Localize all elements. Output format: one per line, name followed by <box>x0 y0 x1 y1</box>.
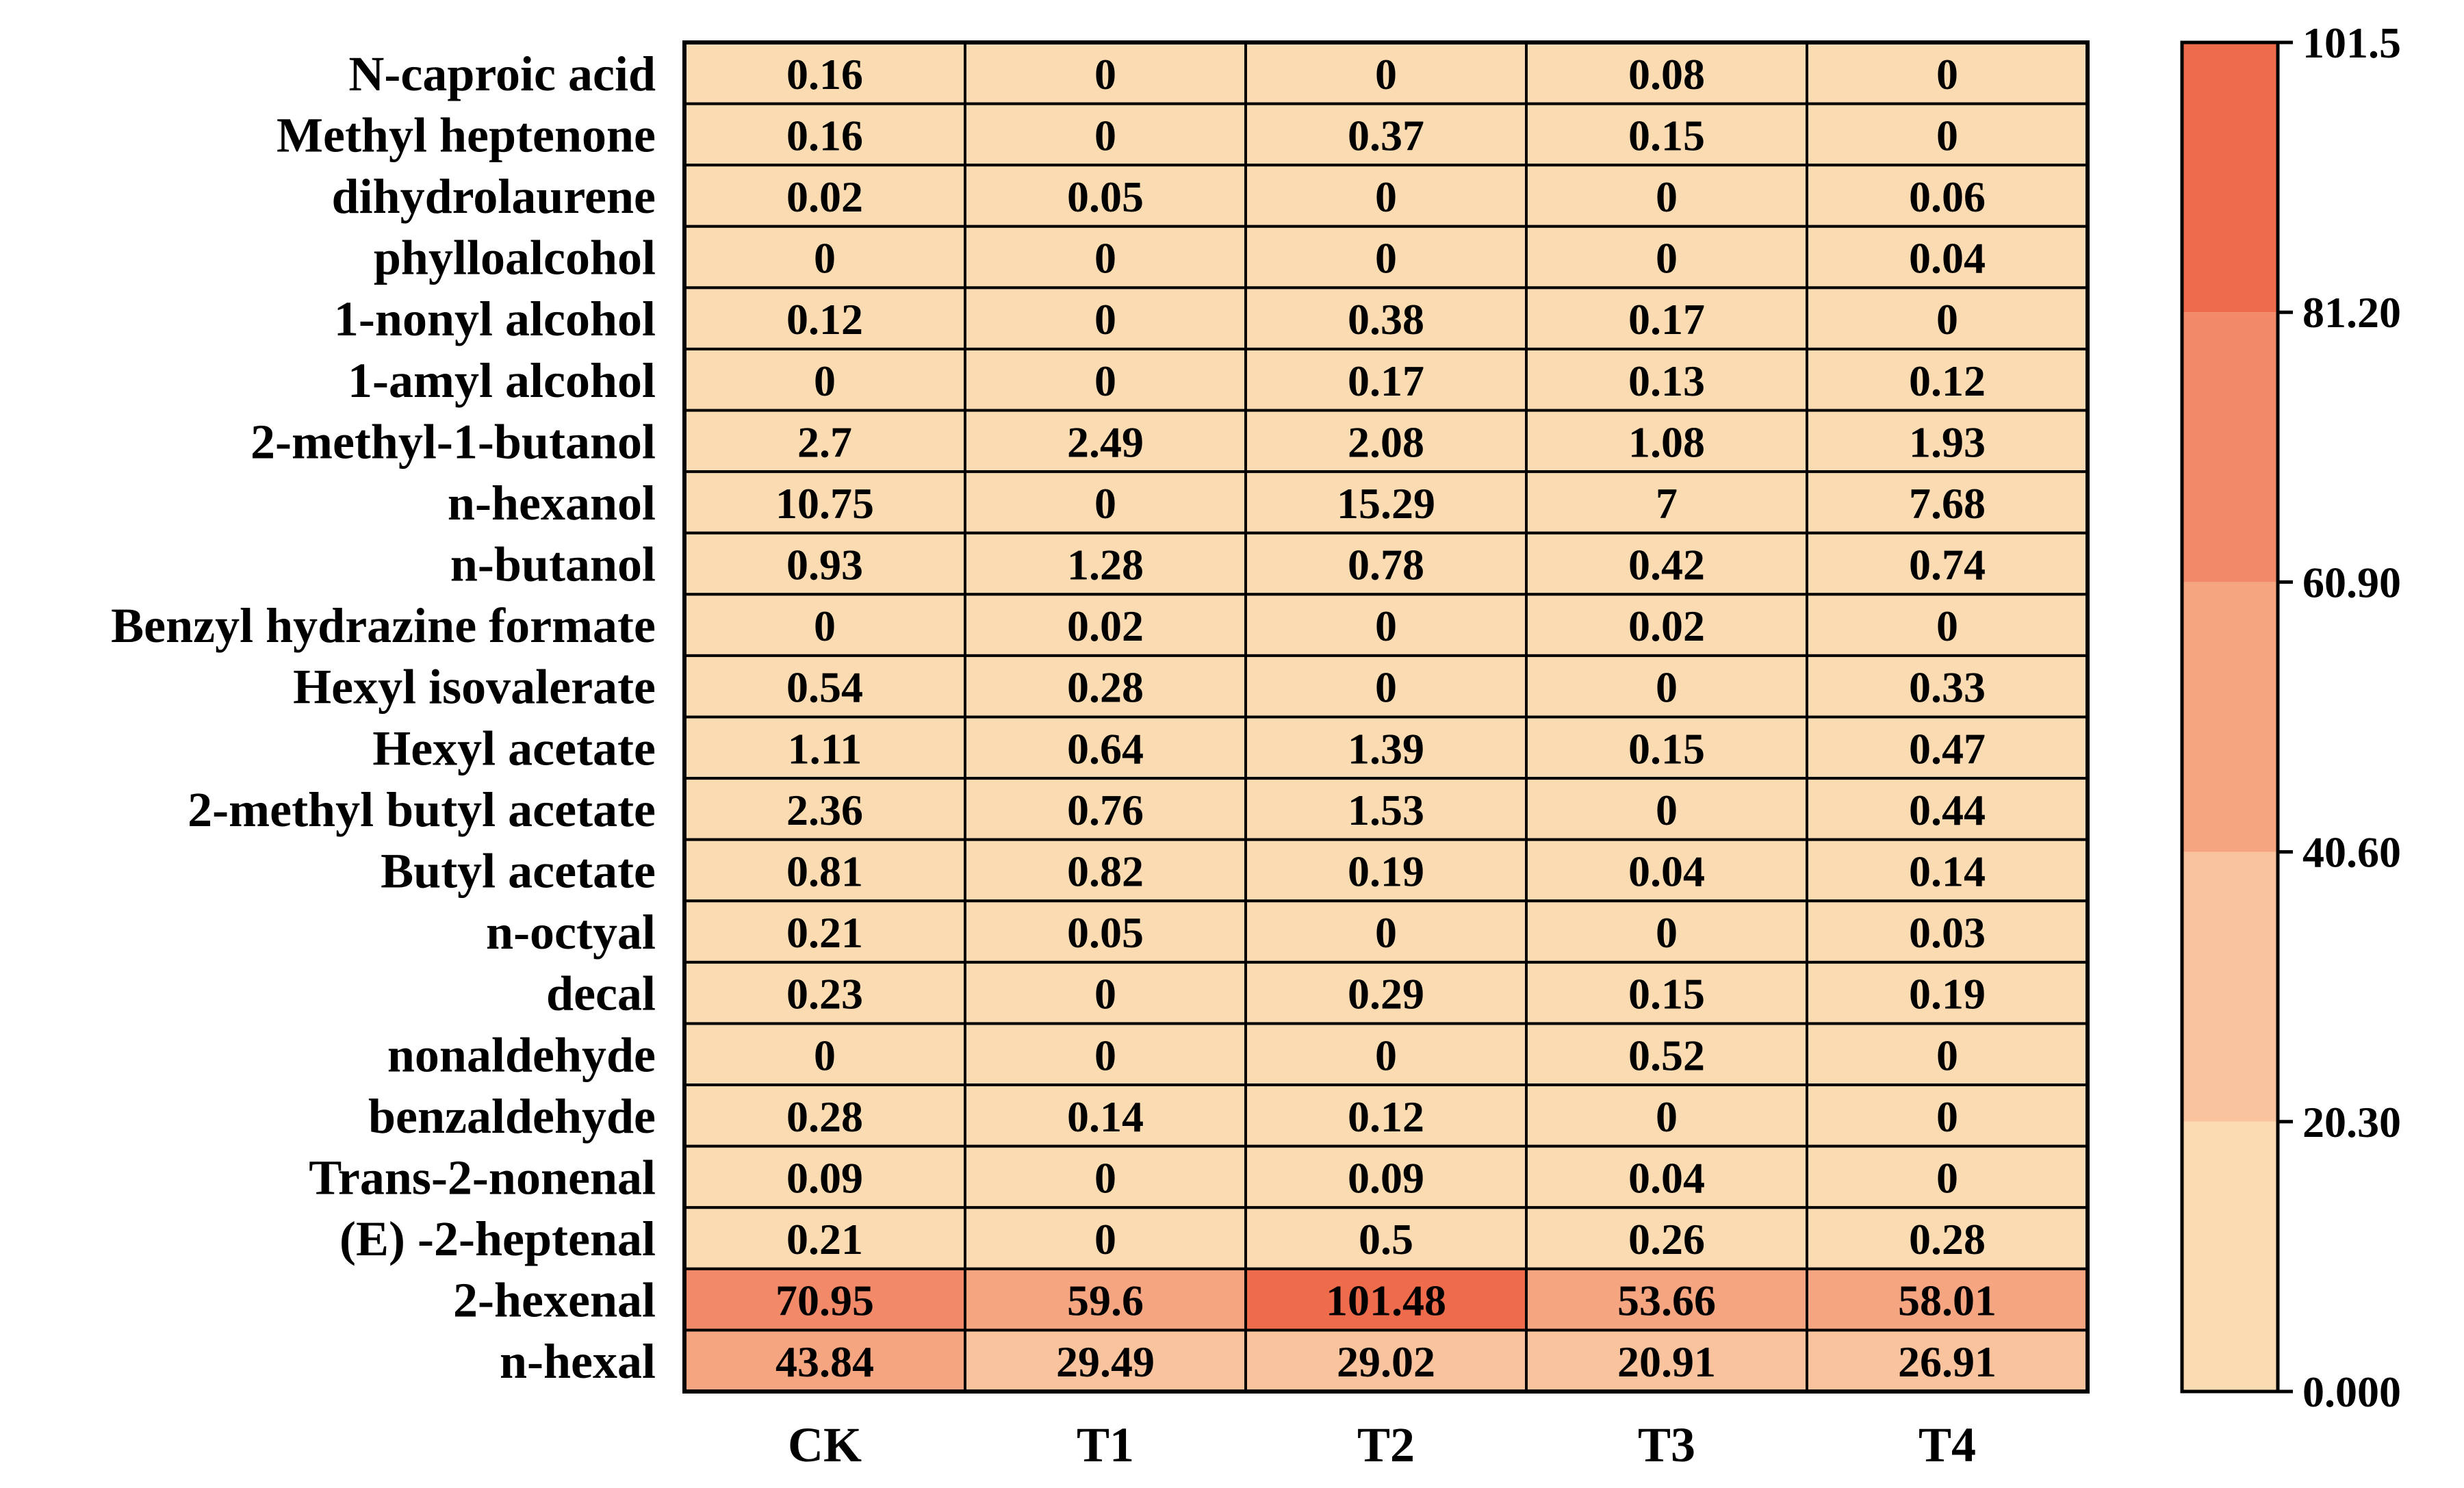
row-label: (E) -2-heptenal <box>339 1211 656 1267</box>
cell-value-label: 0.02 <box>786 172 863 221</box>
cell-value-label: 0.02 <box>1067 602 1144 651</box>
row-label: n-hexanol <box>447 475 656 530</box>
cell-value-label: 20.91 <box>1617 1337 1716 1387</box>
cell-value-label: 0 <box>1936 602 1958 651</box>
cell-value-label: 2.49 <box>1067 418 1144 467</box>
cell-value-label: 0 <box>1656 172 1678 221</box>
cell-value-label: 0.15 <box>1628 111 1705 160</box>
cell-value-label: 0.15 <box>1628 724 1705 773</box>
cell-value-label: 1.39 <box>1348 724 1424 773</box>
cell-value-label: 15.29 <box>1337 478 1435 528</box>
column-label: T2 <box>1357 1418 1415 1472</box>
row-label: n-octyal <box>486 905 656 960</box>
cell-value-label: 29.49 <box>1056 1337 1155 1387</box>
cell-value-label: 0 <box>1656 1092 1678 1141</box>
cell-value-label: 0.06 <box>1909 172 1986 221</box>
row-label: 2-methyl-1-butanol <box>251 414 656 470</box>
cell-value-label: 0 <box>1094 49 1116 99</box>
cell-value-label: 10.75 <box>775 478 874 528</box>
row-label: Hexyl isovalerate <box>293 659 656 715</box>
cell-value-label: 0.09 <box>1348 1153 1424 1203</box>
column-label: T3 <box>1637 1418 1696 1472</box>
legend-color-bin <box>2182 852 2278 1122</box>
cell-value-label: 0 <box>1656 233 1678 283</box>
legend-tick-label: 81.20 <box>2302 288 2401 337</box>
row-label: Trans-2-nonenal <box>309 1150 656 1205</box>
cell-value-label: 0.16 <box>786 111 863 160</box>
cell-value-label: 0.12 <box>1348 1092 1424 1141</box>
row-label: Methyl heptenone <box>277 107 656 163</box>
cell-value-label: 0 <box>814 356 836 405</box>
cell-value-label: 0 <box>1375 233 1397 283</box>
row-label: Butyl acetate <box>381 843 656 899</box>
row-label: decal <box>546 966 656 1021</box>
legend-color-bin <box>2182 1122 2278 1391</box>
cell-value-label: 0.52 <box>1628 1031 1705 1080</box>
cell-value-label: 0.05 <box>1067 172 1144 221</box>
row-label: benzaldehyde <box>368 1088 656 1144</box>
cell-value-label: 0 <box>1656 663 1678 712</box>
cell-value-label: 0 <box>1936 1031 1958 1080</box>
cell-value-label: 7.68 <box>1909 478 1986 528</box>
cell-value-label: 0.23 <box>786 969 863 1018</box>
cell-value-label: 2.08 <box>1348 418 1424 467</box>
cell-value-label: 0.26 <box>1628 1215 1705 1264</box>
cell-value-label: 1.28 <box>1067 540 1144 589</box>
column-label: T1 <box>1076 1418 1135 1472</box>
cell-value-label: 0.05 <box>1067 908 1144 958</box>
cell-value-label: 0.12 <box>786 295 863 344</box>
cell-value-label: 0 <box>1936 295 1958 344</box>
legend-tick-label: 40.60 <box>2302 828 2401 877</box>
cell-value-label: 0.17 <box>1348 356 1424 405</box>
row-label: 1-amyl alcohol <box>348 352 656 408</box>
column-labels <box>788 1418 1976 1472</box>
row-label: 2-methyl butyl acetate <box>188 782 656 837</box>
cell-value-label: 0 <box>1936 1092 1958 1141</box>
cell-value-label: 0 <box>1936 111 1958 160</box>
cell-value-label: 0 <box>1375 908 1397 958</box>
cell-value-label: 0 <box>1094 111 1116 160</box>
cell-value-label: 0 <box>1094 478 1116 528</box>
row-label: Benzyl hydrazine formate <box>111 598 656 654</box>
cell-value-label: 0 <box>1375 49 1397 99</box>
cell-value-label: 0.81 <box>786 847 863 896</box>
cell-value-label: 0.29 <box>1348 969 1424 1018</box>
cell-value-label: 0.19 <box>1909 969 1986 1018</box>
cell-value-label: 0.15 <box>1628 969 1705 1018</box>
cell-value-label: 0 <box>814 233 836 283</box>
cell-value-label: 0 <box>1375 663 1397 712</box>
cell-value-label: 0.04 <box>1628 1153 1705 1203</box>
cell-value-label: 1.53 <box>1348 785 1424 834</box>
legend-tick-label: 20.30 <box>2302 1097 2401 1146</box>
row-label: n-hexal <box>499 1334 656 1389</box>
cell-value-label: 0.04 <box>1909 233 1986 283</box>
cell-value-label: 0 <box>1375 602 1397 651</box>
cell-value-label: 0 <box>1656 785 1678 834</box>
cell-value-label: 0 <box>1375 1031 1397 1080</box>
legend-color-bin <box>2182 42 2278 312</box>
legend-tick-label: 60.90 <box>2302 558 2401 607</box>
cell-value-label: 0.02 <box>1628 602 1705 651</box>
cell-value-label: 0 <box>1936 49 1958 99</box>
cell-value-label: 0 <box>1375 172 1397 221</box>
cell-value-label: 0 <box>814 602 836 651</box>
cell-value-label: 70.95 <box>775 1276 874 1325</box>
heatmap-cells <box>684 42 2088 1391</box>
cell-value-label: 0.14 <box>1909 847 1986 896</box>
cell-value-label: 0.42 <box>1628 540 1705 589</box>
cell-value-label: 0.28 <box>1909 1215 1986 1264</box>
color-legend <box>2182 18 2401 1416</box>
cell-value-label: 0.08 <box>1628 49 1705 99</box>
cell-value-label: 0.33 <box>1909 663 1986 712</box>
cell-value-label: 0.47 <box>1909 724 1986 773</box>
cell-value-label: 0.21 <box>786 1215 863 1264</box>
row-label: Hexyl acetate <box>372 721 656 776</box>
cell-value-label: 0 <box>1094 1153 1116 1203</box>
cell-value-label: 0.04 <box>1628 847 1705 896</box>
cell-value-label: 0.74 <box>1909 540 1986 589</box>
cell-value-label: 1.08 <box>1628 418 1705 467</box>
cell-value-label: 0.64 <box>1067 724 1144 773</box>
cell-value-label: 0.12 <box>1909 356 1986 405</box>
cell-value-label: 0.38 <box>1348 295 1424 344</box>
cell-value-label: 0 <box>1094 1031 1116 1080</box>
cell-value-label: 0.28 <box>1067 663 1144 712</box>
cell-value-label: 0 <box>1936 1153 1958 1203</box>
cell-value-label: 0.19 <box>1348 847 1424 896</box>
row-label: 2-hexenal <box>453 1272 656 1328</box>
cell-value-label: 101.48 <box>1326 1276 1446 1325</box>
cell-value-label: 0.93 <box>786 540 863 589</box>
cell-value-label: 0 <box>1094 295 1116 344</box>
cell-value-label: 0.09 <box>786 1153 863 1203</box>
cell-value-label: 0.76 <box>1067 785 1144 834</box>
cell-value-label: 0.78 <box>1348 540 1424 589</box>
cell-value-label: 58.01 <box>1898 1276 1997 1325</box>
cell-value-label: 2.36 <box>786 785 863 834</box>
row-label: 1-nonyl alcohol <box>333 292 656 347</box>
cell-value-label: 0.37 <box>1348 111 1424 160</box>
cell-value-label: 0.03 <box>1909 908 1986 958</box>
legend-tick-label: 101.5 <box>2302 18 2401 67</box>
cell-value-label: 0.28 <box>786 1092 863 1141</box>
row-label: N-caproic acid <box>348 46 656 101</box>
cell-value-label: 0 <box>1094 356 1116 405</box>
cell-value-label: 0.54 <box>786 663 863 712</box>
cell-value-label: 0.16 <box>786 49 863 99</box>
cell-value-label: 53.66 <box>1617 1276 1716 1325</box>
cell-value-label: 0.17 <box>1628 295 1705 344</box>
cell-value-label: 29.02 <box>1337 1337 1435 1387</box>
row-label: nonaldehyde <box>387 1027 656 1083</box>
row-label: dihydrolaurene <box>331 168 656 224</box>
cell-value-label: 0.21 <box>786 908 863 958</box>
legend-color-bin <box>2182 582 2278 851</box>
cell-value-label: 1.93 <box>1909 418 1986 467</box>
cell-value-label: 43.84 <box>775 1337 874 1387</box>
column-label: CK <box>788 1418 862 1472</box>
cell-value-label: 0.14 <box>1067 1092 1144 1141</box>
cell-value-label: 0.44 <box>1909 785 1986 834</box>
row-labels <box>111 47 656 1389</box>
cell-value-label: 7 <box>1656 478 1678 528</box>
cell-value-label: 26.91 <box>1898 1337 1997 1387</box>
cell-value-label: 0 <box>814 1031 836 1080</box>
cell-value-label: 0 <box>1094 1215 1116 1264</box>
legend-color-bin <box>2182 312 2278 582</box>
legend-tick-label: 0.000 <box>2302 1368 2401 1416</box>
row-label: n-butanol <box>450 537 656 592</box>
cell-value-label: 1.11 <box>787 724 862 773</box>
row-label: phylloalcohol <box>373 230 656 285</box>
cell-value-label: 0 <box>1656 908 1678 958</box>
column-label: T4 <box>1918 1418 1977 1472</box>
cell-value-label: 0.13 <box>1628 356 1705 405</box>
cell-value-label: 2.7 <box>797 418 852 467</box>
cell-value-label: 0.82 <box>1067 847 1144 896</box>
cell-value-label: 0 <box>1094 969 1116 1018</box>
cell-value-label: 0 <box>1094 233 1116 283</box>
cell-value-label: 0.5 <box>1359 1215 1413 1264</box>
cell-value-label: 59.6 <box>1067 1276 1144 1325</box>
